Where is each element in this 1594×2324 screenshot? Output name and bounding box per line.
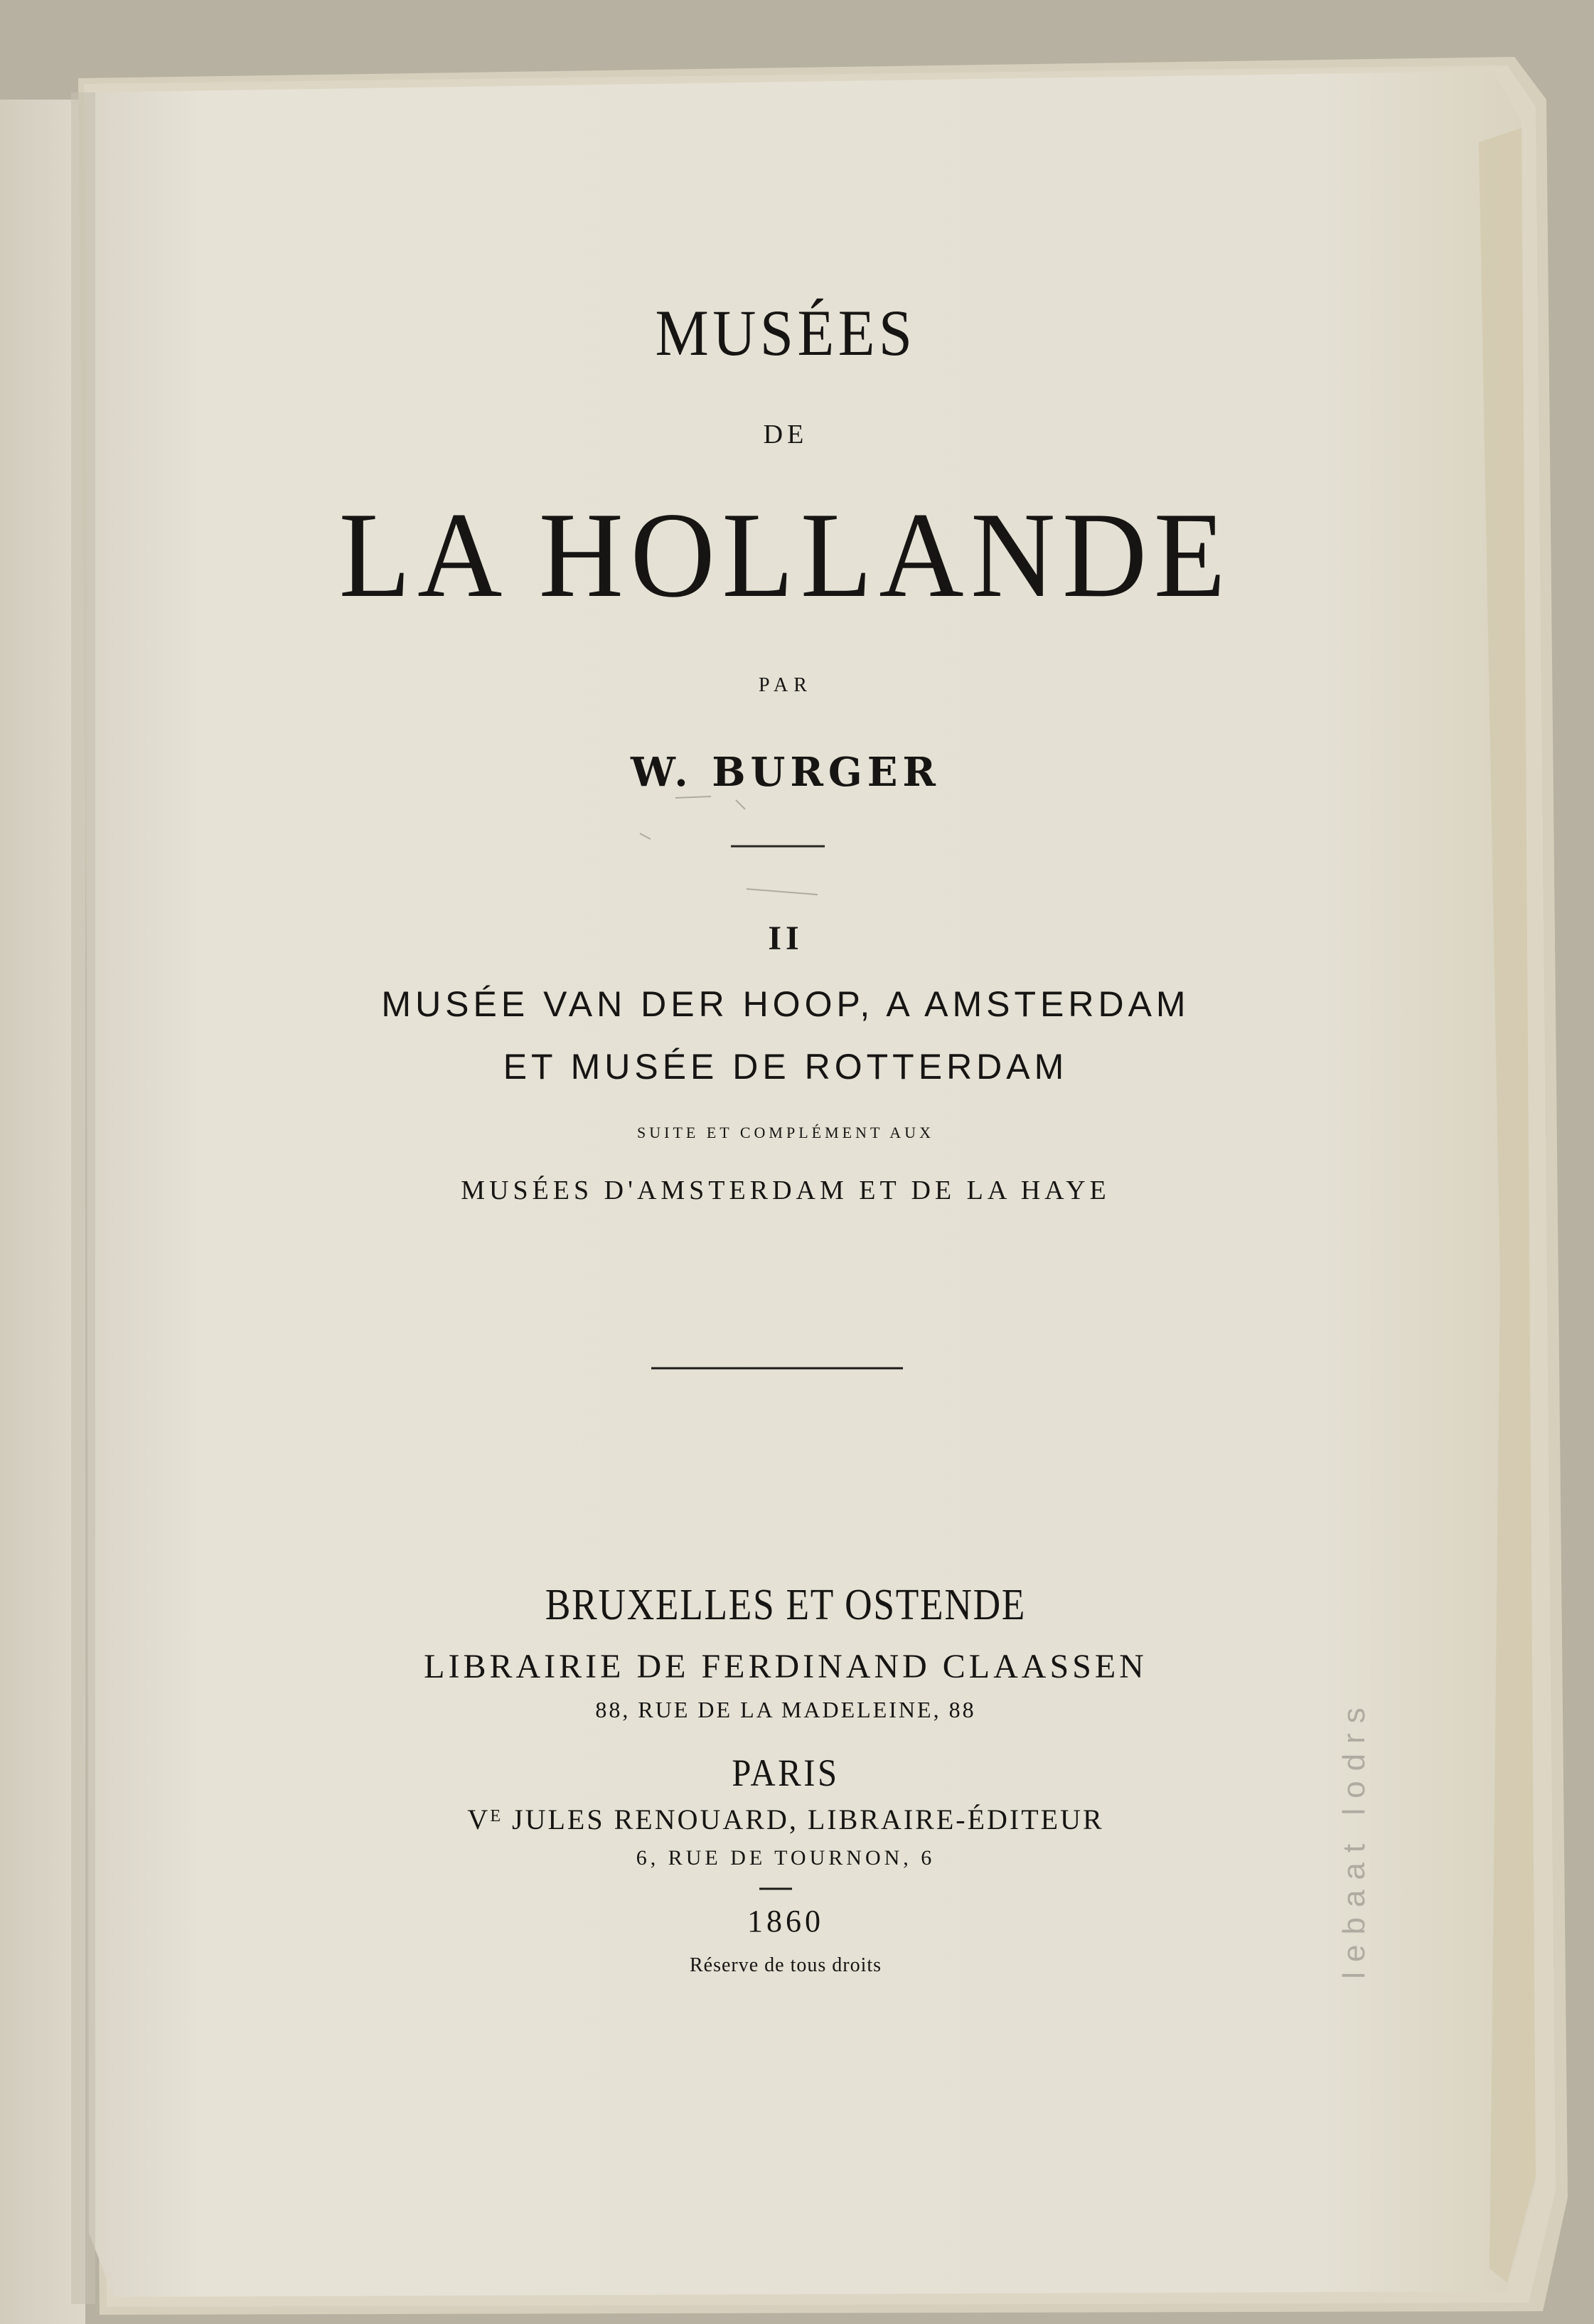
- title-line-hollande: LA HOLLANDE: [338, 488, 1233, 623]
- imprint-address-2: 6, RUE DE TOURNON, 6: [636, 1846, 936, 1870]
- subtitle-line-2: ET MUSÉE DE ROTTERDAM: [503, 1047, 1069, 1087]
- imprint-publisher-1: LIBRAIRIE DE FERDINAND CLAASSEN: [424, 1648, 1148, 1685]
- pencil-margin-note: [1337, 1639, 1372, 2037]
- by-label: PAR: [759, 674, 813, 696]
- publication-year: 1860: [747, 1904, 824, 1939]
- subtitle-line-3: SUITE ET COMPLÉMENT AUX: [637, 1124, 934, 1141]
- subtitle-line-4: MUSÉES D'AMSTERDAM ET DE LA HAYE: [461, 1176, 1111, 1205]
- imprint-city-1: BRUXELLES ET OSTENDE: [545, 1581, 1027, 1629]
- imprint-city-2: PARIS: [732, 1752, 840, 1794]
- imprint-address-1: 88, RUE DE LA MADELEINE, 88: [595, 1697, 976, 1722]
- title-line-de: DE: [763, 420, 808, 449]
- pencil-note-text: lebaat lodrs: [1337, 1697, 1371, 1979]
- rights-notice: Réserve de tous droits: [689, 1954, 882, 1976]
- volume-number: II: [768, 920, 803, 957]
- imprint-publisher-2: Vᴱ JULES RENOUARD, LIBRAIRE-ÉDITEUR: [467, 1803, 1104, 1835]
- title-line-musees: MUSÉES: [655, 297, 916, 369]
- author-name: W. BURGER: [631, 749, 941, 796]
- subtitle-line-1: MUSÉE VAN DER HOOP, A AMSTERDAM: [381, 984, 1190, 1024]
